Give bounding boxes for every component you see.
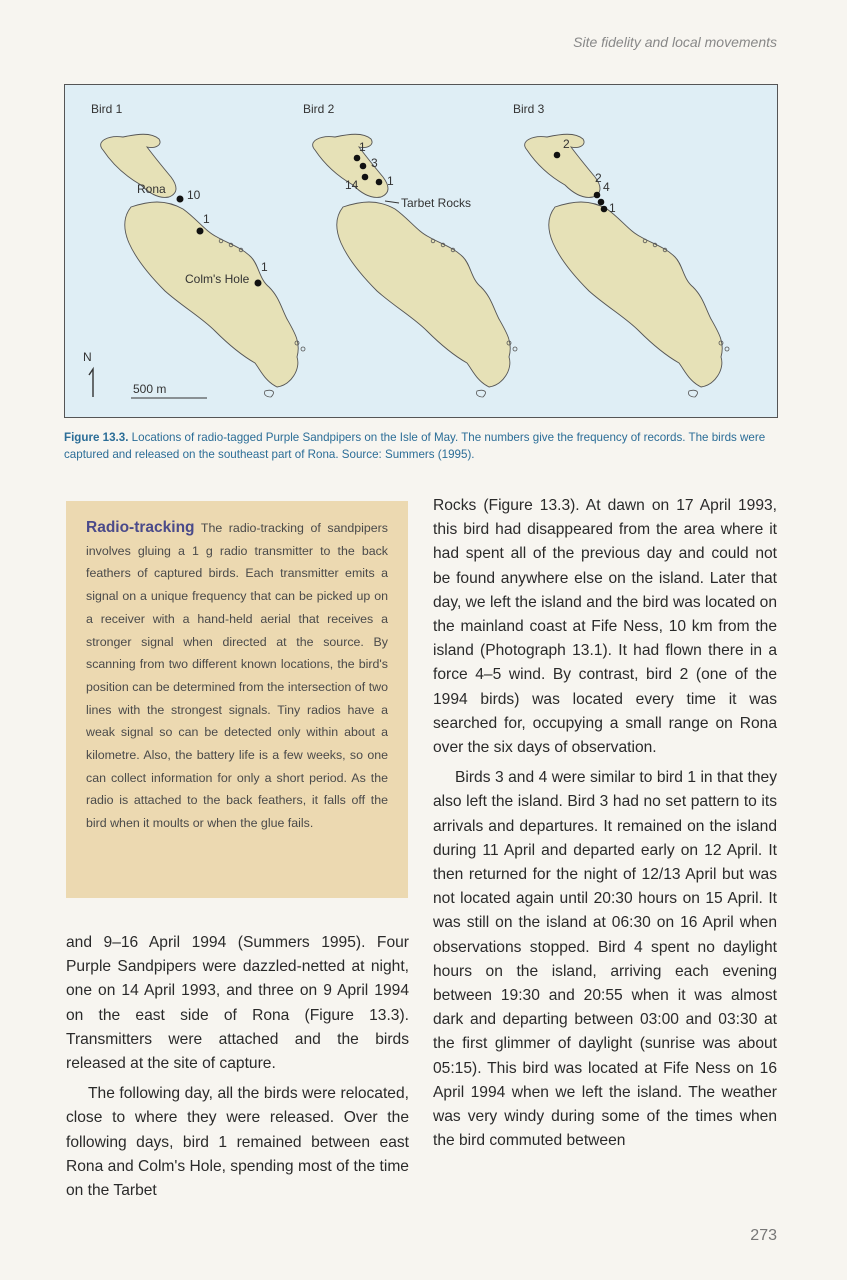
sidebar-text: The radio-tracking of sandpipers involves gluing a 1 g radio transmitter to the back feathers of captured birds. Each transmitter emits a signal on a unique frequency that can be picked up on a receiver with a hand-held aerial that receives a stronger signal when directed at the source. By scanning from two different known locations, the bird's position can be determined from the intersection of two lines with the strongest signals. Tiny radios have a weak signal so can be detected only within about a kilometre. Also, the battery life is a few weeks, so one can collect information for only a short period. As the radio is attached to the back feathers, it falls off the bird when it moults or when the glue fails. — [86, 521, 388, 831]
panel-title: Bird 3 — [513, 102, 545, 116]
label-tarbet-rocks: Tarbet Rocks — [401, 196, 472, 210]
running-head: Site fidelity and local movements — [573, 34, 777, 50]
paragraph: Rocks (Figure 13.3). At dawn on 17 April 1993, this bird had disappeared from the area where it had spent all of the previous day and could not be found anywhere else on the island. Later that day, we left the island and the bird was located on the mainland coast at Fife Ness, 10 km from the island (Photograph 13.1). It had flown there in a force 4–5 wind. By contrast, bird 2 (one of the 1994 birds) was located every time it was searched for, occupying a small range on Rona over the six days of observation. — [433, 497, 777, 757]
page-number: 273 — [750, 1227, 777, 1244]
panel-title: Bird 1 — [91, 102, 123, 116]
count-label: 2 — [595, 171, 602, 185]
location-dot — [197, 228, 204, 235]
left-column — [66, 931, 409, 1203]
location-dot — [360, 163, 367, 170]
location-dot — [601, 206, 608, 213]
location-dot — [354, 155, 361, 162]
figure-caption — [64, 429, 780, 463]
count-label: 1 — [203, 212, 210, 226]
paragraph: and 9–16 April 1994 (Summers 1995). Four Purple Sandpipers were dazzled-netted at night, one on 14 April 1993, and three on 9 April 1994 on the east side of Rona (Figure 13.3). Transmitters were attached and the birds released at the site of capture. — [66, 934, 409, 1073]
count-label: 1 — [261, 260, 268, 274]
panel-bird-2 — [303, 102, 517, 397]
location-dot — [362, 174, 369, 181]
location-dot — [177, 196, 184, 203]
paragraph: The following day, all the birds were relocated, close to where they were released. Over the following days, bird 1 remained between east Rona and Colm's Hole, spending most of the time on the Tarbet — [66, 1085, 409, 1200]
paragraph: Birds 3 and 4 were similar to bird 1 in that they also left the island. Bird 3 had no set pattern to its arrivals and departures. It remained on the island during 11 April and departed early on 12 April. It then returned for the night of 12/13 April but was not located again until 20:30 hours on 15 April. It was still on the island at 06:30 on 16 April when observations stopped. Bird 4 spent no daylight hours on the island, arriving each evening between 19:30 and 20:55 when it was almost dark and departing between 03:00 and 03:30 at the first glimmer of daylight (sunrise was about 05:15). This bird was located at Fife Ness on 16 April 1994 when we left the island. The weather was very windy during some of the times when the bird commuted between — [433, 769, 777, 1150]
north-arrow-icon — [89, 369, 93, 397]
count-label: 1 — [387, 174, 394, 188]
count-label: 2 — [563, 137, 570, 151]
caption-text: Locations of radio-tagged Purple Sandpipers on the Isle of May. The numbers give the frequency of records. The birds were captured and released on the southeast part of Rona. Source: Summers (1995). — [64, 431, 766, 461]
pointer-line — [385, 201, 399, 203]
count-label: 1 — [359, 140, 366, 154]
count-label: 4 — [603, 180, 610, 194]
caption-label: Figure 13.3. — [64, 431, 129, 444]
label-colms-hole: Colm's Hole — [185, 272, 250, 286]
location-dot — [594, 192, 601, 199]
panel-title: Bird 2 — [303, 102, 335, 116]
right-column — [433, 494, 777, 1153]
location-dot — [554, 152, 561, 159]
figure-map — [64, 84, 778, 418]
count-label: 1 — [609, 201, 616, 215]
count-label: 3 — [371, 156, 378, 170]
location-dot — [598, 199, 605, 206]
sidebar-title: Radio-tracking — [86, 519, 195, 536]
location-dot — [255, 280, 262, 287]
radio-tracking-box — [66, 501, 408, 898]
panel-bird-1 — [83, 102, 305, 398]
north-label: N — [83, 350, 92, 364]
label-rona: Rona — [137, 182, 166, 196]
panel-bird-3 — [513, 102, 729, 397]
location-dot — [376, 179, 383, 186]
count-label: 10 — [187, 188, 201, 202]
scale-label: 500 m — [133, 382, 167, 396]
count-label: 14 — [345, 178, 359, 192]
